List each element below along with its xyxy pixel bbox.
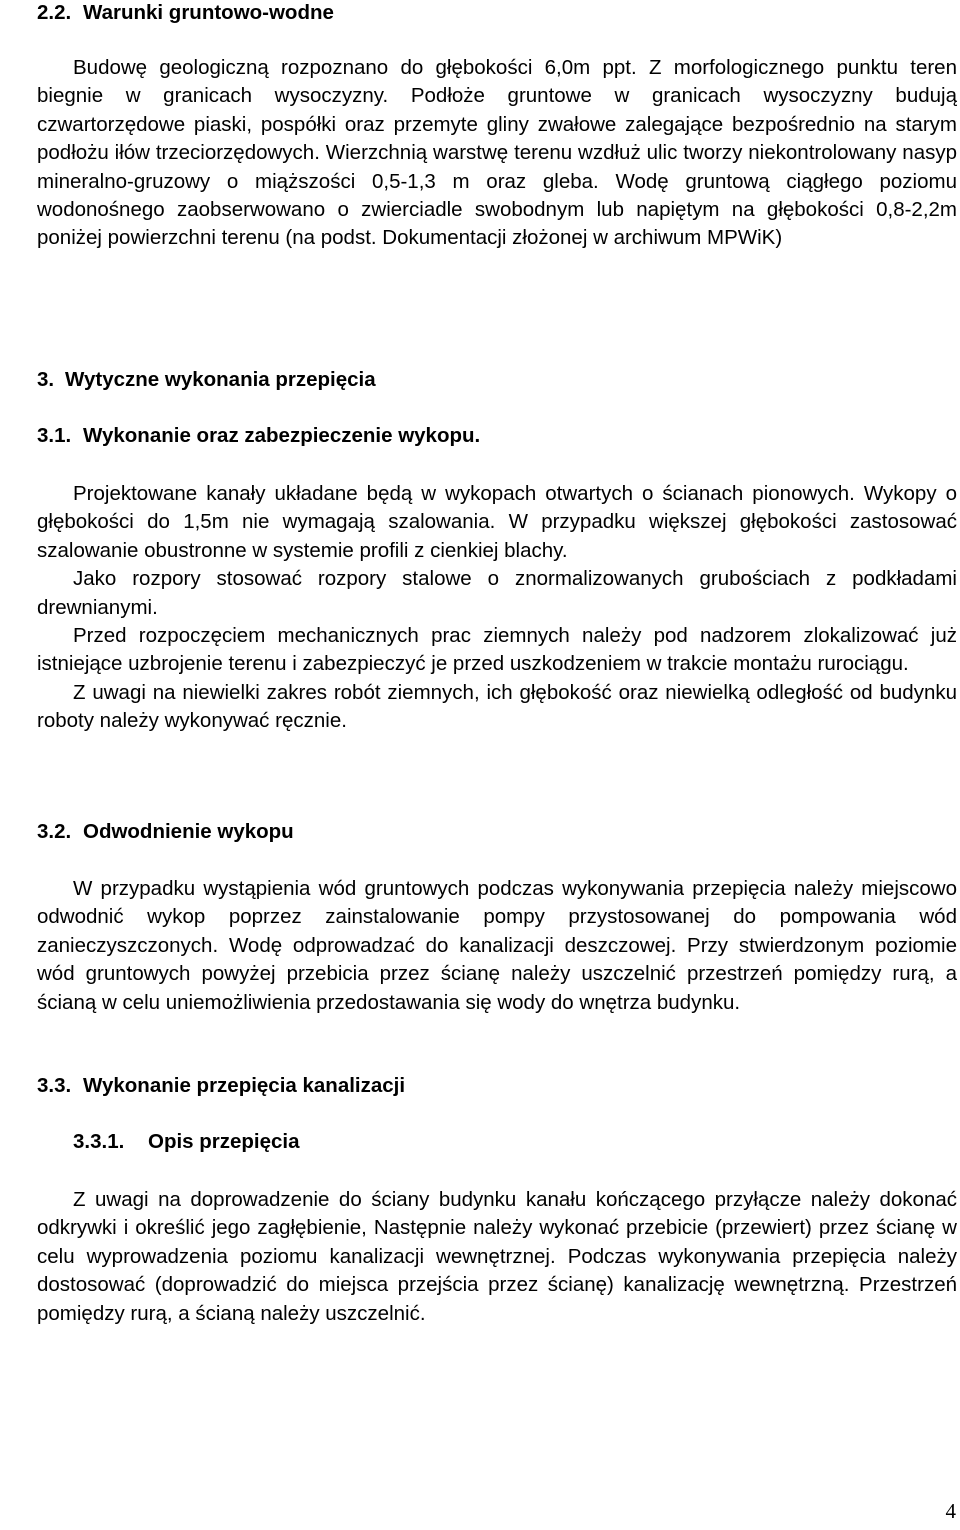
- section-3-3-heading: [37, 1074, 405, 1098]
- section-title: Odwodnienie wykopu: [83, 820, 294, 843]
- section-number: 3.: [37, 368, 55, 391]
- paragraph: Projektowane kanały układane będą w wykopach otwartych o ścianach pionowych. Wykopy o głębokości do 1,5m nie wymagają szalowania. W przypadku większej głębokości zastosować szalowanie obustronne w systemie profili z cienkiej blachy.: [37, 482, 957, 562]
- paragraph: Przed rozpoczęciem mechanicznych prac ziemnych należy pod nadzorem zlokalizować już istniejące uzbrojenie terenu i zabezpieczyć je przed uszkodzeniem w trakcie montażu rurociągu.: [37, 624, 957, 676]
- paragraph: Jako rozpory stosować rozpory stalowe o znormalizowanych grubościach z podkładami drewnianymi.: [37, 567, 957, 619]
- section-3-3-1-heading: [73, 1130, 300, 1154]
- section-title: Wykonanie przepięcia kanalizacji: [83, 1074, 406, 1097]
- section-title: Wytyczne wykonania przepięcia: [65, 368, 376, 391]
- section-2-2-body: [37, 54, 957, 253]
- section-title: Warunki gruntowo-wodne: [83, 1, 334, 24]
- paragraph: Budowę geologiczną rozpoznano do głębokości 6,0m ppt. Z morfologicznego punktu teren biegnie w granicach wysoczyzny. Podłoże gruntowe w granicach wysoczyzny budują czwartorzędowe piaski, pospółki oraz przemyte gliny zwałowe zalegające bezpośrednio na starym podłożu iłów trzeciorzędowych. Wierzchnią warstwę terenu wzdłuż ulic tworzy niekontrolowany nasyp mineralno-gruzowy o miąższości 0,5-1,3 m oraz gleba. Wodę gruntową ciągłego poziomu wodonośnego zaobserwowano o zwierciadle swobodnym lub napiętym na głębokości 0,8-2,2m poniżej powierzchni terenu (na podst. Dokumentacji złożonej w archiwum MPWiK): [37, 56, 957, 250]
- section-2-2-heading: [37, 1, 334, 25]
- section-title: Opis przepięcia: [148, 1130, 300, 1153]
- section-number: 3.3.: [37, 1074, 72, 1097]
- section-3-2-heading: [37, 820, 294, 844]
- section-number: 3.2.: [37, 820, 72, 843]
- section-number: 3.1.: [37, 424, 72, 447]
- paragraph: Z uwagi na doprowadzenie do ściany budynku kanału kończącego przyłącze należy dokonać odkrywki i określić jego zagłębienie, Następnie należy wykonać przebicie (przewiert) przez ścianę w celu wyprowadzenia poziomu kanalizacji wewnętrznej. Podczas wykonywania przepięcia należy dostosować (doprowadzić do miejsca przejścia przez ścianę) kanalizację wewnętrzną. Przestrzeń pomiędzy rurą, a ścianą należy uszczelnić.: [37, 1188, 957, 1325]
- section-title: Wykonanie oraz zabezpieczenie wykopu.: [83, 424, 481, 447]
- paragraph: W przypadku wystąpienia wód gruntowych podczas wykonywania przepięcia należy miejscowo odwodnić wykop poprzez zainstalowanie pompy przystosowanej do pompowania wód zanieczyszczonych. Wodę odprowadzać do kanalizacji deszczowej. Przy stwierdzonym poziomie wód gruntowych powyżej przebicia przez ścianę należy uszczelnić przestrzeń pomiędzy rurą, a ścianą w celu uniemożliwienia przedostawania się wody do wnętrza budynku.: [37, 877, 957, 1014]
- section-3-3-1-body: [37, 1186, 957, 1328]
- page-number: 4: [945, 1499, 956, 1523]
- section-3-1-body: [37, 480, 957, 736]
- section-3-heading: [37, 368, 376, 392]
- section-3-1-heading: [37, 424, 480, 448]
- section-number: 3.3.1.: [73, 1130, 125, 1153]
- section-3-2-body: [37, 875, 957, 1017]
- paragraph: Z uwagi na niewielki zakres robót ziemnych, ich głębokość oraz niewielką odległość od budynku roboty należy wykonywać ręcznie.: [37, 680, 957, 733]
- section-number: 2.2.: [37, 1, 72, 24]
